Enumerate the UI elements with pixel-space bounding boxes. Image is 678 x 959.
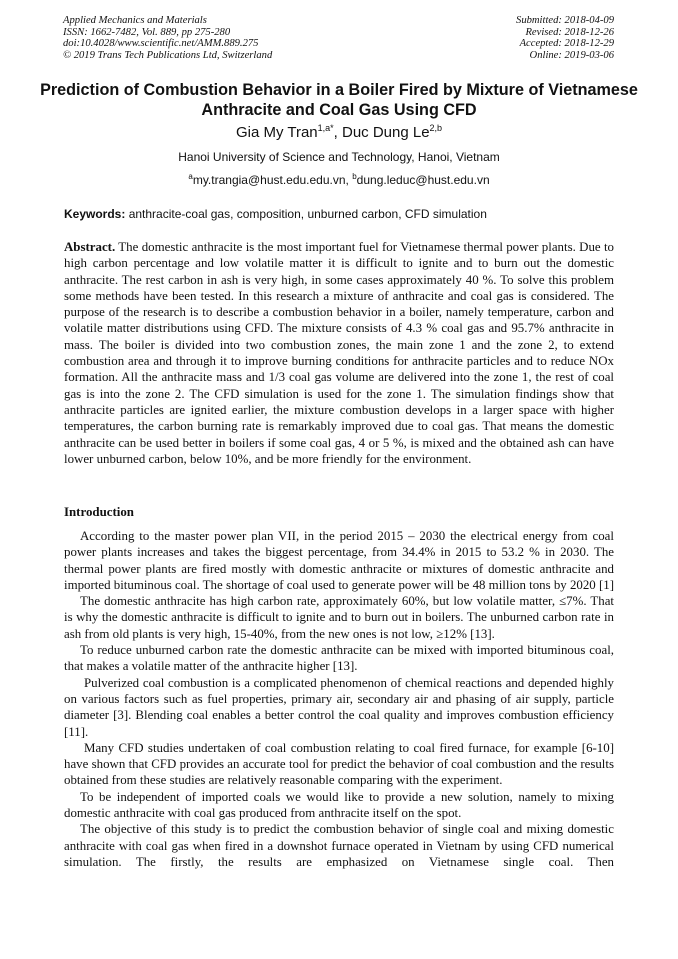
online-date: Online: 2019-03-06 [529, 49, 614, 61]
paragraph: According to the master power plan VII, in the period 2015 – 2030 the electrical energy from coal power plants increases and takes the biggest percentage, from 34.4% in 2015 to 53.2 % in 2030. The thermal power plants are fired mostly with domestic anthracite or mixtures of domestic anthracite and imported bituminous coal. The shortage of coal used to generate power will be 48 million tons by 2020 [1] [64, 529, 615, 592]
paper-title: Prediction of Combustion Behavior in a Boiler Fired by Mixture of Vietnamese Anthracite and Coal Gas Using CFD [40, 81, 638, 119]
section-heading: Introduction [64, 505, 134, 519]
abstract-label: Abstract. [64, 240, 116, 254]
emails: $^a$my.trangia@hust.edu.edu.vn, $^b$dung.leduc@hust.edu.vn [188, 172, 490, 187]
email-mark: a [188, 172, 193, 181]
paragraph: Many CFD studies undertaken of coal combustion relating to coal fired furnace, for example [6-10] have shown that CFD provides an accurate tool for predict the behavior of coal combustion and the results obtained from these studies are relatively reasonable comparing with the experiment. [64, 740, 614, 788]
paragraph: The domestic anthracite has high carbon rate, approximately 60%, but low volatile matter, ≤7%. That is why the domestic anthracite is difficult to ignite and to burn out in boilers. The unburned carbon rate in ash from old plants is very high, 15-40%, from the new ones is not low, ≥12% [13]. [64, 594, 614, 641]
paragraph: To be independent of imported coals we would like to provide a new solution, namely to mixing domestic anthracite with coal gas produced from anthracite itself on the spot. [64, 789, 614, 821]
paragraph: The objective of this study is to predict the combustion behavior of single coal and mixing domestic anthracite with coal gas when fired in a downshot furnace operated in Vietnam by using CFD numerical simulation. The firstly, the results are emphasized on Vietnamese single coal. Then [64, 822, 614, 869]
accepted-date: Accepted: 2018-12-29 [519, 38, 614, 50]
journal-name: Applied Mechanics and Materials [63, 15, 207, 26]
keywords-text: anthracite-coal gas, composition, unburned carbon, CFD simulation [125, 207, 487, 221]
publication-dates [516, 15, 614, 61]
authors [0, 123, 678, 141]
issn: ISSN: 1662-7482, Vol. 889, pp 275-280 [63, 26, 231, 38]
author-name: Gia My Tran [235, 124, 318, 141]
abstract [64, 239, 614, 467]
abstract-text: The domestic anthracite is the most important fuel for Vietnamese thermal power plants. Due to high carbon percentage and low volatile matter it is difficult to ignite and to burn out the domestic anthracite. The rest carbon in ash is very high, in some cases approximately 40 %. To solve this problem some methods have been tested. In this research a mixture of anthracite and coal gas is considered. The purpose of the research is to describe a combustion behavior in a boiler, namely temperature, carbon and volatile matter distributions using CFD. The mixture consists of 4.3 % coal gas and 95.7% anthracite in mass. The boiler is divided into two combustion zones, the main zone 1 and the zone 2, to extend combustion area and through it to improve burning conditions for anthracite particles and to reduce NOx formation. All the anthracite mass and 1/3 coal gas volume are delivered into the zone 1, the rest of coal gas is into the zone 2. The CFD simulation is used for the zone 1. The simulation findings show that anthracite particles are ignited earlier, the mixture combustion develops in a larger space with higher temperatures, the carbon burning rate is remarkably improved due to coal gas. That means the domestic anthracite can be used better in boilers if some coal gas, 4 or 5 %, is mixed and the obtained ash can have lower unburned carbon, below 10%, and be more friendly for the environment. [64, 240, 614, 466]
introduction-body [64, 528, 614, 870]
paragraph: To reduce unburned carbon rate the domestic anthracite can be mixed with imported bituminous coal, that makes a volatile matter of the anthracite higher [13]. [64, 643, 614, 674]
email-mark: b [352, 172, 357, 181]
keywords [64, 207, 487, 221]
copyright: © 2019 Trans Tech Publications Ltd, Switzerland [63, 49, 273, 61]
revised-date: Revised: 2018-12-26 [525, 26, 614, 38]
journal-info [63, 15, 272, 61]
keywords-label: Keywords: [64, 207, 126, 221]
doi: doi:10.4028/www.scientific.net/AMM.889.275 [63, 38, 259, 50]
paragraph: Pulverized coal combustion is a complicated phenomenon of chemical reactions and depended highly on various factors such as fuel properties, primary air, secondary air and phasing of air supply, particle diameter [3]. Blending coal enables a better control the coal quality and improves combustion efficiency [11]. [64, 675, 614, 739]
author-affil-mark: 2,b [429, 123, 443, 133]
author-affil-mark: 1,a* [317, 123, 334, 133]
author-name: Duc Dung Le [341, 124, 430, 141]
author-separator: , [333, 124, 342, 141]
submitted-date: Submitted: 2018-04-09 [516, 15, 614, 26]
affiliation: Hanoi University of Science and Technology, Hanoi, Vietnam [178, 150, 500, 164]
email-link[interactable]: dung.leduc@hust.edu.vn [356, 173, 490, 187]
email-link[interactable]: my.trangia@hust.edu.edu.vn [192, 173, 346, 187]
